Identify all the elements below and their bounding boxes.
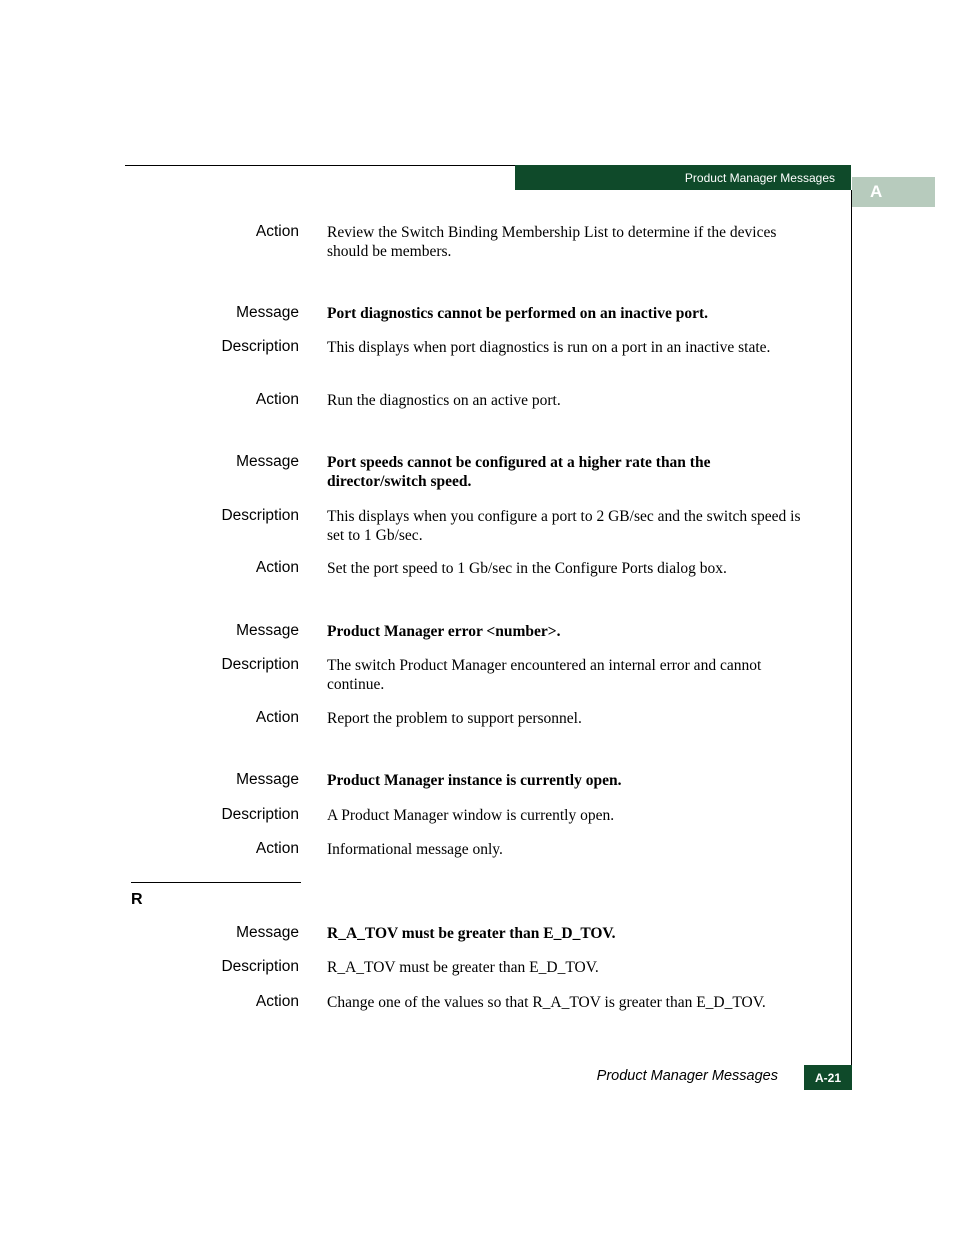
entry-text: Run the diagnostics on an active port. bbox=[327, 392, 561, 409]
entry-label: Description bbox=[221, 656, 299, 673]
entry-text: Change one of the values so that R_A_TOV is greater than E_D_TOV. bbox=[327, 994, 766, 1011]
running-header-title: Product Manager Messages bbox=[684, 170, 835, 185]
entry-text: This displays when you configure a port to 2 GB/sec and the switch speed is set to 1 Gb/sec. bbox=[327, 508, 801, 544]
page-number-box bbox=[804, 1065, 852, 1090]
chapter-tab-letter: A bbox=[870, 182, 883, 201]
section-heading: R bbox=[131, 891, 143, 908]
entry-text: Informational message only. bbox=[327, 841, 503, 858]
entry-label: Description bbox=[221, 958, 299, 975]
entry-label: Message bbox=[236, 771, 299, 788]
entry-label: Message bbox=[236, 924, 299, 941]
entry-text: This displays when port diagnostics is run on a port in an inactive state. bbox=[327, 339, 771, 356]
entry-label: Description bbox=[221, 806, 299, 823]
entry-text: Port diagnostics cannot be performed on an inactive port. bbox=[327, 305, 709, 322]
entry-label: Action bbox=[255, 840, 299, 857]
entry-text: Set the port speed to 1 Gb/sec in the Configure Ports dialog box. bbox=[327, 560, 727, 577]
entry-text: Report the problem to support personnel. bbox=[327, 710, 582, 727]
section-rule bbox=[131, 882, 301, 883]
entry-text: Review the Switch Binding Membership List to determine if the devices should be members. bbox=[327, 224, 777, 260]
entry-label: Action bbox=[255, 559, 299, 576]
entry-label: Action bbox=[255, 993, 299, 1010]
entry-label: Description bbox=[221, 338, 299, 355]
entry-text: A Product Manager window is currently open. bbox=[327, 807, 615, 824]
entry-text: Product Manager instance is currently open. bbox=[327, 772, 622, 789]
entry-text: R_A_TOV must be greater than E_D_TOV. bbox=[327, 959, 599, 976]
entry-label: Action bbox=[255, 223, 299, 240]
entry-text: Product Manager error <number>. bbox=[327, 623, 561, 640]
entry-label: Action bbox=[255, 391, 299, 408]
margin-rule bbox=[851, 190, 852, 1090]
running-header bbox=[515, 165, 851, 190]
entry-label: Message bbox=[236, 453, 299, 470]
entry-label: Message bbox=[236, 304, 299, 321]
entry-text: Port speeds cannot be configured at a higher rate than the director/switch speed. bbox=[327, 454, 711, 490]
entry-label: Action bbox=[255, 709, 299, 726]
entry-label: Description bbox=[221, 507, 299, 524]
page-number: A-21 bbox=[814, 1070, 841, 1085]
entry-text: The switch Product Manager encountered an internal error and cannot continue. bbox=[327, 657, 762, 693]
footer-title: Product Manager Messages bbox=[596, 1068, 778, 1084]
chapter-tab bbox=[852, 177, 935, 207]
entry-label: Message bbox=[236, 622, 299, 639]
header-rule bbox=[125, 165, 515, 166]
entry-text: R_A_TOV must be greater than E_D_TOV. bbox=[327, 925, 616, 942]
